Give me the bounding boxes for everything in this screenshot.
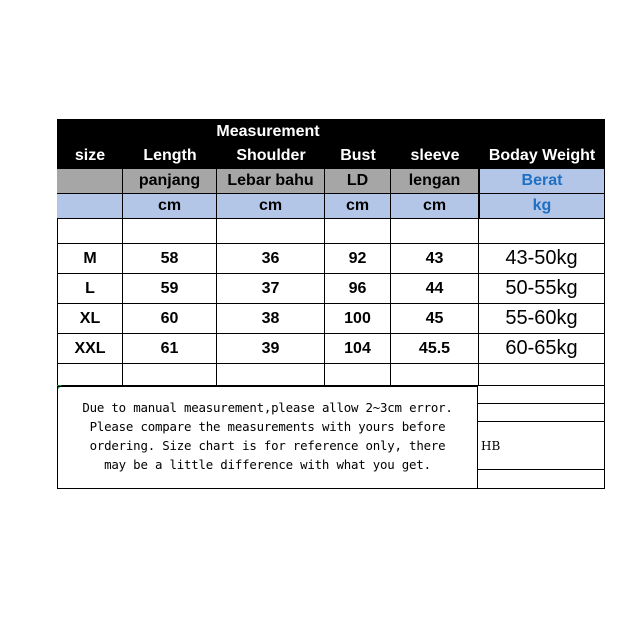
local-shoulder: Lebar bahu (217, 169, 325, 194)
length-cell: 59 (123, 274, 217, 304)
weight-cell: 43-50kg (479, 244, 605, 274)
local-sleeve: lengan (391, 169, 479, 194)
disclaimer-note (57, 386, 478, 489)
weight-cell: 55-60kg (479, 304, 605, 334)
size-cell: XL (57, 304, 123, 334)
grid-line (478, 488, 605, 489)
sleeve-cell: 44 (391, 274, 479, 304)
spacer-cell (479, 219, 605, 244)
bust-cell: 96 (325, 274, 391, 304)
unit-length: cm (123, 194, 217, 219)
measurement-title: Measurement (198, 121, 338, 143)
shoulder-cell: 36 (217, 244, 325, 274)
spacer-cell (325, 219, 391, 244)
unit-bust: cm (325, 194, 391, 219)
col-shoulder-header: Shoulder (217, 143, 325, 169)
bust-cell: 92 (325, 244, 391, 274)
bust-cell: 104 (325, 334, 391, 364)
col-sleeve-header: sleeve (391, 143, 479, 169)
spacer-cell (217, 219, 325, 244)
spacer-cell (57, 219, 123, 244)
weight-cell: 50-55kg (479, 274, 605, 304)
spacer-cell (479, 364, 605, 386)
spacer-cell (123, 219, 217, 244)
col-size-header: size (57, 143, 123, 169)
spacer-cell (123, 364, 217, 386)
spacer-cell (391, 219, 479, 244)
size-cell: L (57, 274, 123, 304)
shoulder-cell: 37 (217, 274, 325, 304)
side-label: HB (481, 439, 501, 453)
unit-shoulder: cm (217, 194, 325, 219)
size-cell: XXL (57, 334, 123, 364)
shoulder-cell: 39 (217, 334, 325, 364)
spacer-cell (217, 364, 325, 386)
note-line: may be a little difference with what you get. (104, 457, 431, 472)
grid-line (478, 469, 605, 470)
spacer-cell (57, 364, 123, 386)
grid-line (478, 421, 605, 422)
note-line: ordering. Size chart is for reference only, there (89, 438, 446, 453)
local-bust: LD (325, 169, 391, 194)
sleeve-cell: 45.5 (391, 334, 479, 364)
sleeve-cell: 45 (391, 304, 479, 334)
length-cell: 61 (123, 334, 217, 364)
local-length: panjang (123, 169, 217, 194)
spacer-cell (325, 364, 391, 386)
weight-cell: 60-65kg (479, 334, 605, 364)
note-line: Please compare the measurements with yours before (89, 419, 446, 434)
spacer-cell (391, 364, 479, 386)
shoulder-cell: 38 (217, 304, 325, 334)
sleeve-cell: 43 (391, 244, 479, 274)
bust-cell: 100 (325, 304, 391, 334)
col-weight-header: Boday Weight (479, 143, 605, 169)
unit-weight: kg (479, 194, 605, 219)
length-cell: 58 (123, 244, 217, 274)
unit-size (57, 194, 123, 219)
size-cell: M (57, 244, 123, 274)
col-bust-header: Bust (325, 143, 391, 169)
grid-line (478, 403, 605, 404)
col-length-header: Length (123, 143, 217, 169)
local-size (57, 169, 123, 194)
size-chart (57, 119, 605, 489)
unit-sleeve: cm (391, 194, 479, 219)
note-line: Due to manual measurement,please allow 2~3cm error. (82, 400, 453, 415)
local-weight: Berat (479, 169, 605, 194)
grid-line (604, 386, 605, 489)
length-cell: 60 (123, 304, 217, 334)
